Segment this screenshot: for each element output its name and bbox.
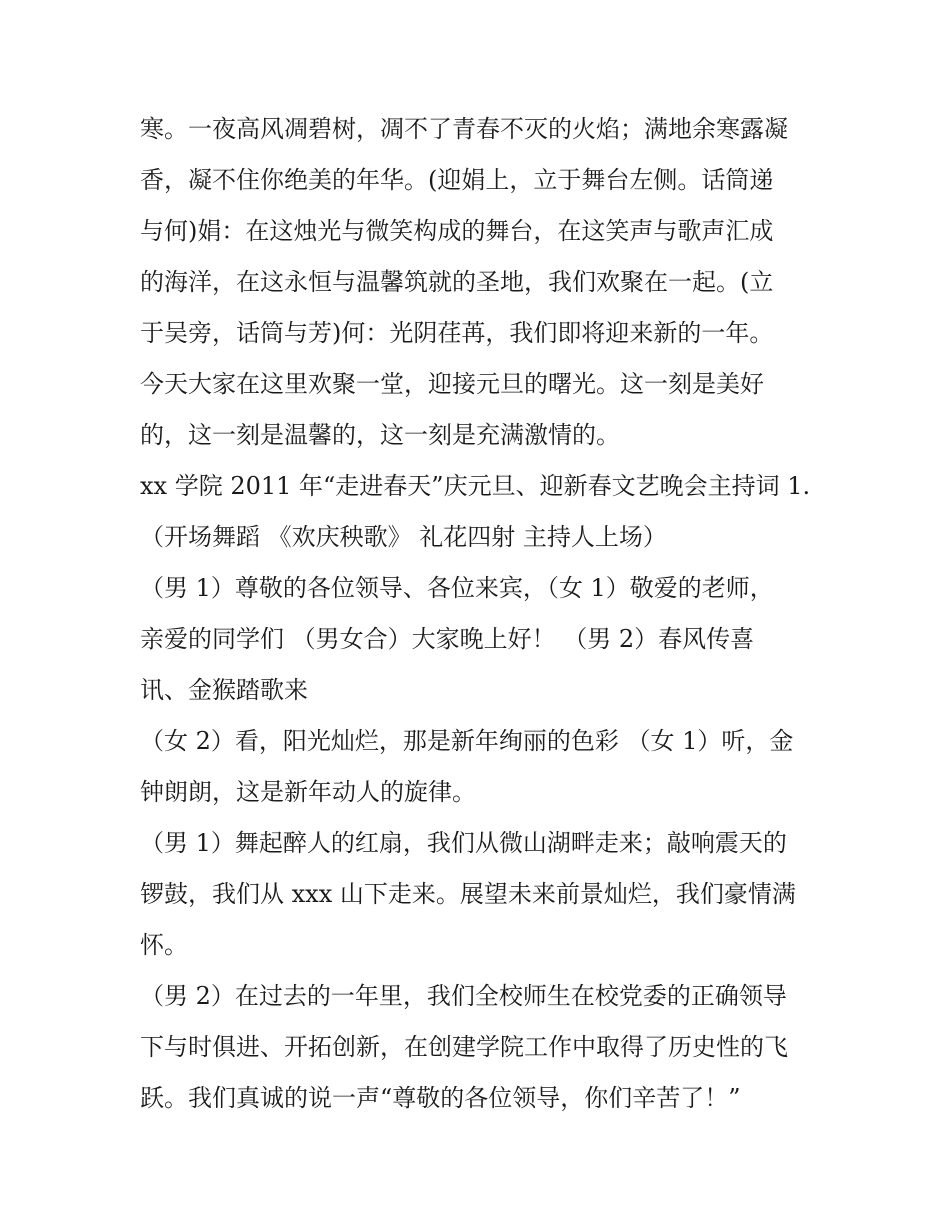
text-line-9: （开场舞蹈 《欢庆秧歌》 礼花四射 主持人上场）: [140, 523, 667, 551]
text-line-15: （男 1）舞起醉人的红扇，我们从微山湖畔走来；敲响震天的: [140, 829, 787, 857]
text-line-10: （男 1）尊敬的各位领导、各位来宾，（女 1）敬爱的老师，: [140, 574, 774, 602]
text-line-13: （女 2）看，阳光灿烂，那是新年绚丽的色彩 （女 1）听，金: [140, 727, 794, 755]
text-line-17: 怀。: [140, 931, 188, 959]
text-line-19: 下与时俱进、开拓创新，在创建学院工作中取得了历史性的飞: [140, 1033, 788, 1061]
document-body: [140, 104, 820, 1124]
text-line-4: 的海洋，在这永恒与温馨筑就的圣地，我们欢聚在一起。(立: [140, 268, 774, 296]
text-line-11: 亲爱的同学们 （男女合）大家晚上好！ （男 2）春风传喜: [140, 625, 755, 653]
text-line-6: 今天大家在这里欢聚一堂，迎接元旦的曙光。这一刻是美好: [140, 370, 764, 398]
text-line-1: 寒。一夜高风凋碧树，凋不了青春不灭的火焰；满地余寒露凝: [140, 115, 788, 143]
text-line-2: 香，凝不住你绝美的年华。(迎娟上，立于舞台左侧。话筒递: [140, 166, 774, 194]
text-line-14: 钟朗朗，这是新年动人的旋律。: [140, 778, 476, 806]
text-line-5: 于吴旁，话筒与芳)何：光阴荏苒，我们即将迎来新的一年。: [140, 319, 774, 347]
text-line-12: 讯、金猴踏歌来: [140, 676, 308, 704]
text-line-3: 与何)娟：在这烛光与微笑构成的舞台，在这笑声与歌声汇成: [140, 217, 774, 245]
text-line-18: （男 2）在过去的一年里，我们全校师生在校党委的正确领导: [140, 982, 787, 1010]
text-line-8: xx 学院 2011 年“走进春天”庆元旦、迎新春文艺晚会主持词 1.: [140, 472, 811, 500]
text-line-16: 锣鼓，我们从 xxx 山下走来。展望未来前景灿烂，我们豪情满: [140, 880, 796, 908]
text-line-7: 的，这一刻是温馨的，这一刻是充满激情的。: [140, 421, 620, 449]
text-line-20: 跃。我们真诚的说一声“尊敬的各位领导，你们辛苦了！”: [140, 1084, 741, 1112]
